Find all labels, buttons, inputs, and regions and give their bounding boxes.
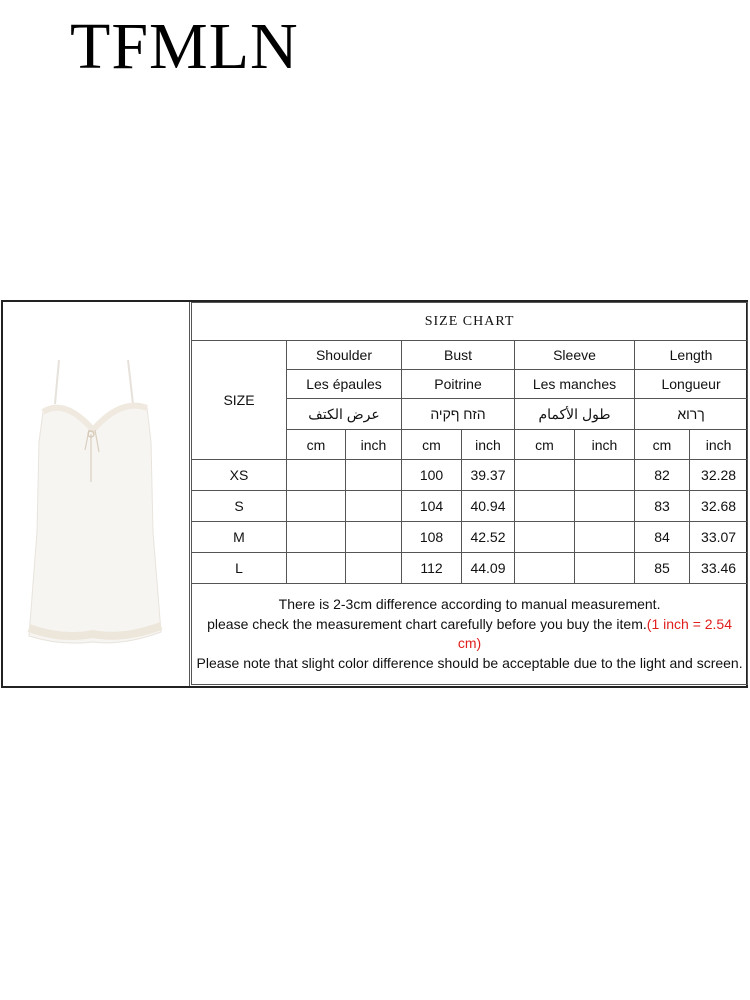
sleeve-inch-cell bbox=[575, 460, 635, 491]
sleeve-inch-cell bbox=[575, 553, 635, 584]
shoulder-header-fr: Les épaules bbox=[287, 370, 402, 399]
unit-cm: cm bbox=[515, 430, 575, 460]
length-inch-cell: 33.46 bbox=[690, 553, 748, 584]
bust-inch-cell: 39.37 bbox=[462, 460, 515, 491]
unit-inch: inch bbox=[346, 430, 402, 460]
dress-photo-icon bbox=[3, 302, 190, 686]
shoulder-inch-cell bbox=[346, 522, 402, 553]
bust-header-he: הזח ףקיה bbox=[402, 399, 515, 430]
sleeve-inch-cell bbox=[575, 491, 635, 522]
size-cell: L bbox=[192, 553, 287, 584]
unit-cm: cm bbox=[402, 430, 462, 460]
shoulder-cm-cell bbox=[287, 460, 346, 491]
bust-cm-cell: 100 bbox=[402, 460, 462, 491]
bust-cm-cell: 104 bbox=[402, 491, 462, 522]
conversion-note: (1 inch = 2.54 cm) bbox=[457, 615, 733, 651]
bust-inch-cell: 44.09 bbox=[462, 553, 515, 584]
sleeve-header-ar: طول الأكمام bbox=[515, 399, 635, 430]
unit-cm: cm bbox=[635, 430, 690, 460]
measurement-notes bbox=[192, 584, 748, 685]
shoulder-header: Shoulder bbox=[287, 341, 402, 370]
note-line-3: Please note that slight color difference should be acceptable due to the light and screen. bbox=[196, 654, 743, 671]
bust-cm-cell: 108 bbox=[402, 522, 462, 553]
length-header-he: ךרוא bbox=[635, 399, 748, 430]
shoulder-cm-cell bbox=[287, 491, 346, 522]
shoulder-cm-cell bbox=[287, 553, 346, 584]
length-cm-cell: 83 bbox=[635, 491, 690, 522]
table-row bbox=[192, 460, 748, 491]
product-photo bbox=[3, 302, 190, 686]
length-header-fr: Longueur bbox=[635, 370, 748, 399]
note-line-1: There is 2-3cm difference according to manual measurement. bbox=[278, 596, 661, 612]
table-row bbox=[192, 522, 748, 553]
unit-inch: inch bbox=[690, 430, 748, 460]
length-inch-cell: 32.28 bbox=[690, 460, 748, 491]
bust-header: Bust bbox=[402, 341, 515, 370]
brand-logo: TFMLN bbox=[70, 10, 299, 83]
sleeve-header-fr: Les manches bbox=[515, 370, 635, 399]
shoulder-header-ar: عرض الكتف bbox=[287, 399, 402, 430]
table-row bbox=[192, 553, 748, 584]
sleeve-inch-cell bbox=[575, 522, 635, 553]
length-header: Length bbox=[635, 341, 748, 370]
length-cm-cell: 85 bbox=[635, 553, 690, 584]
sleeve-cm-cell bbox=[515, 522, 575, 553]
shoulder-inch-cell bbox=[346, 460, 402, 491]
size-cell: XS bbox=[192, 460, 287, 491]
note-line-2: please check the measurement chart carefully before you buy the item. bbox=[207, 615, 647, 632]
unit-inch: inch bbox=[462, 430, 515, 460]
shoulder-inch-cell bbox=[346, 491, 402, 522]
bust-header-fr: Poitrine bbox=[402, 370, 515, 399]
size-header: SIZE bbox=[192, 341, 287, 460]
sleeve-cm-cell bbox=[515, 553, 575, 584]
bust-inch-cell: 40.94 bbox=[462, 491, 515, 522]
sleeve-cm-cell bbox=[515, 460, 575, 491]
length-cm-cell: 82 bbox=[635, 460, 690, 491]
size-cell: M bbox=[192, 522, 287, 553]
bust-cm-cell: 112 bbox=[402, 553, 462, 584]
size-chart-table bbox=[191, 302, 748, 685]
length-cm-cell: 84 bbox=[635, 522, 690, 553]
unit-inch: inch bbox=[575, 430, 635, 460]
sleeve-cm-cell bbox=[515, 491, 575, 522]
shoulder-cm-cell bbox=[287, 522, 346, 553]
table-row bbox=[192, 491, 748, 522]
bust-inch-cell: 42.52 bbox=[462, 522, 515, 553]
chart-title: SIZE CHART bbox=[192, 303, 748, 341]
size-cell: S bbox=[192, 491, 287, 522]
sleeve-header: Sleeve bbox=[515, 341, 635, 370]
unit-cm: cm bbox=[287, 430, 346, 460]
length-inch-cell: 33.07 bbox=[690, 522, 748, 553]
size-chart-panel bbox=[1, 300, 748, 688]
shoulder-inch-cell bbox=[346, 553, 402, 584]
length-inch-cell: 32.68 bbox=[690, 491, 748, 522]
